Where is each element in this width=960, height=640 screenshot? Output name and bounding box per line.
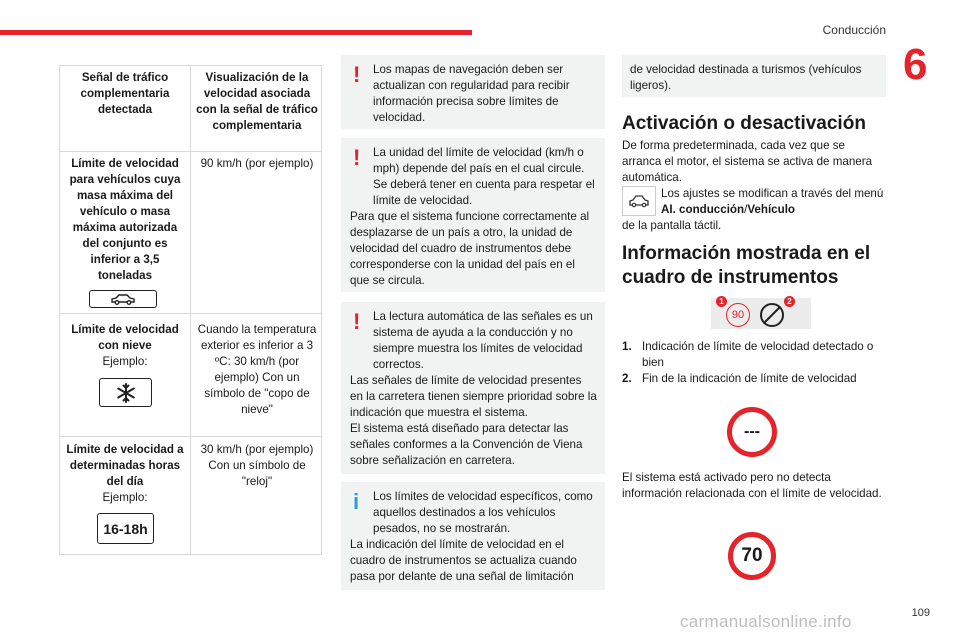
- speed-limit-sign: 70: [728, 532, 776, 580]
- end-limit-indicator: [760, 303, 784, 327]
- table-row-2-title: Límite de velocidad con nieve: [71, 323, 179, 352]
- warning-icon: !: [353, 145, 361, 170]
- table-row-divider: [60, 151, 321, 152]
- page-number: 109: [911, 607, 930, 619]
- continued-note: [622, 55, 886, 97]
- note-text: La unidad del límite de velocidad (km/h o mph) depende del país en el cual circule. Se deberá tener en cuenta para respetar el límite de velocidad.: [373, 146, 595, 207]
- list-text: Fin de la indicación de límite de velocidad: [642, 372, 857, 385]
- warning-icon: !: [353, 309, 361, 334]
- table-row-3-example: Ejemplo:: [102, 491, 148, 504]
- callout-1: 1: [716, 296, 727, 307]
- note-text: Los mapas de navegación deben ser actualizan con regularidad para recibir información precisa sobre límites de velocidad.: [373, 63, 570, 124]
- heading-activation: Activación o desactivación: [622, 113, 866, 134]
- note-text: La lectura automática de las señales es un sistema de ayuda a la conducción y no siempre muestra los límites de velocidad correctos.: [373, 310, 593, 371]
- settings-menu-1: AI. conducción: [661, 203, 745, 216]
- table-row-2-example: Ejemplo:: [102, 355, 148, 368]
- heading-cluster-info: Información mostrada en el cuadro de instrumentos: [622, 243, 871, 288]
- table-row-2-value: Cuando la temperatura exterior es inferior a 3 ºC: 30 km/h (por ejemplo) Con un símbolo de "copo de nieve": [197, 323, 317, 416]
- table-row-divider: [60, 313, 321, 314]
- table-row-3-value: 30 km/h (por ejemplo) Con un símbolo de "reloj": [200, 443, 314, 488]
- callout-2: 2: [784, 296, 795, 307]
- table-header-right: Visualización de la velocidad asociada con la señal de tráfico complementaria: [196, 71, 318, 132]
- table-header-left: Señal de tráfico complementaria detectada: [80, 71, 170, 116]
- table-row-1-title: Límite de velocidad para vehículos cuya masa máxima del vehículo o masa máxima autorizada del conjunto es inferior a 3,5 toneladas: [69, 157, 181, 282]
- list-number: 2.: [622, 372, 632, 385]
- settings-text-sep: /: [744, 203, 748, 216]
- settings-text-pre: Los ajustes se modifican a través del menú: [661, 187, 884, 200]
- note-text-2: Para que el sistema funcione correctamente al desplazarse de un país a otro, la unidad de velocidad del cuadro de instrumentos debe corresponderse con la unidad del país en el que se circula.: [350, 210, 590, 287]
- no-limit-sign: ---: [727, 407, 777, 457]
- table-row-divider: [60, 436, 321, 437]
- speed-limit-indicator: 90: [726, 303, 750, 327]
- paragraph-settings-end: de la pantalla táctil.: [622, 219, 722, 232]
- list-item-1: [622, 339, 886, 371]
- table-row-1-value: 90 km/h (por ejemplo): [200, 157, 314, 170]
- paragraph-no-info: El sistema está activado pero no detecta información relacionada con el límite de velocidad.: [622, 471, 882, 500]
- note-text: Los límites de velocidad específicos, como aquellos destinados a los vehículos pesados, no se mostrarán.: [373, 490, 593, 535]
- paragraph-settings: [661, 186, 886, 218]
- info-note-limits: [341, 482, 605, 590]
- note-text-2: La indicación del límite de velocidad en el cuadro de instrumentos se actualiza cuando pasa por delante de una señal de limitación: [350, 538, 577, 583]
- continued-text: de velocidad destinada a turismos (vehículos ligeros).: [630, 63, 862, 92]
- chapter-number: 6: [903, 40, 928, 89]
- chapter-title: Conducción: [822, 23, 886, 37]
- table-column-divider: [190, 66, 191, 554]
- list-item-2: [622, 371, 886, 387]
- snowflake-icon: [99, 378, 152, 407]
- table-row-3-title: Límite de velocidad a determinadas horas del día: [66, 443, 184, 488]
- list-text: Indicación de límite de velocidad detectado o bien: [642, 340, 874, 369]
- table-row-2-label: [64, 322, 186, 370]
- header-accent-bar: [0, 30, 472, 35]
- note-text-2: Las señales de límite de velocidad presentes en la carretera tienen siempre prioridad sobre la indicación que muestra el sistema.: [350, 374, 597, 419]
- traffic-sign-table: [59, 65, 322, 555]
- vehicle-settings-icon: [622, 186, 656, 216]
- note-text-3: El sistema está diseñado para detectar las señales conformes a la Convención de Viena sobre señalización en carretera.: [350, 422, 583, 467]
- warning-note-units: [341, 138, 605, 292]
- car-icon: [89, 290, 157, 308]
- list-number: 1.: [622, 340, 632, 353]
- settings-menu-2: Vehículo: [747, 203, 796, 216]
- info-icon: i: [353, 489, 360, 514]
- watermark: carmanualsonline.info: [680, 612, 852, 631]
- warning-icon: !: [353, 62, 361, 87]
- time-range-sign: 16-18h: [97, 513, 154, 544]
- paragraph-default: De forma predeterminada, cada vez que se arranca el motor, el sistema se activa de manera automática.: [622, 139, 873, 184]
- warning-note-reading: [341, 302, 605, 474]
- warning-note-maps: [341, 55, 605, 129]
- table-row-3-label: [64, 442, 186, 506]
- table-row-1-label: [64, 156, 186, 284]
